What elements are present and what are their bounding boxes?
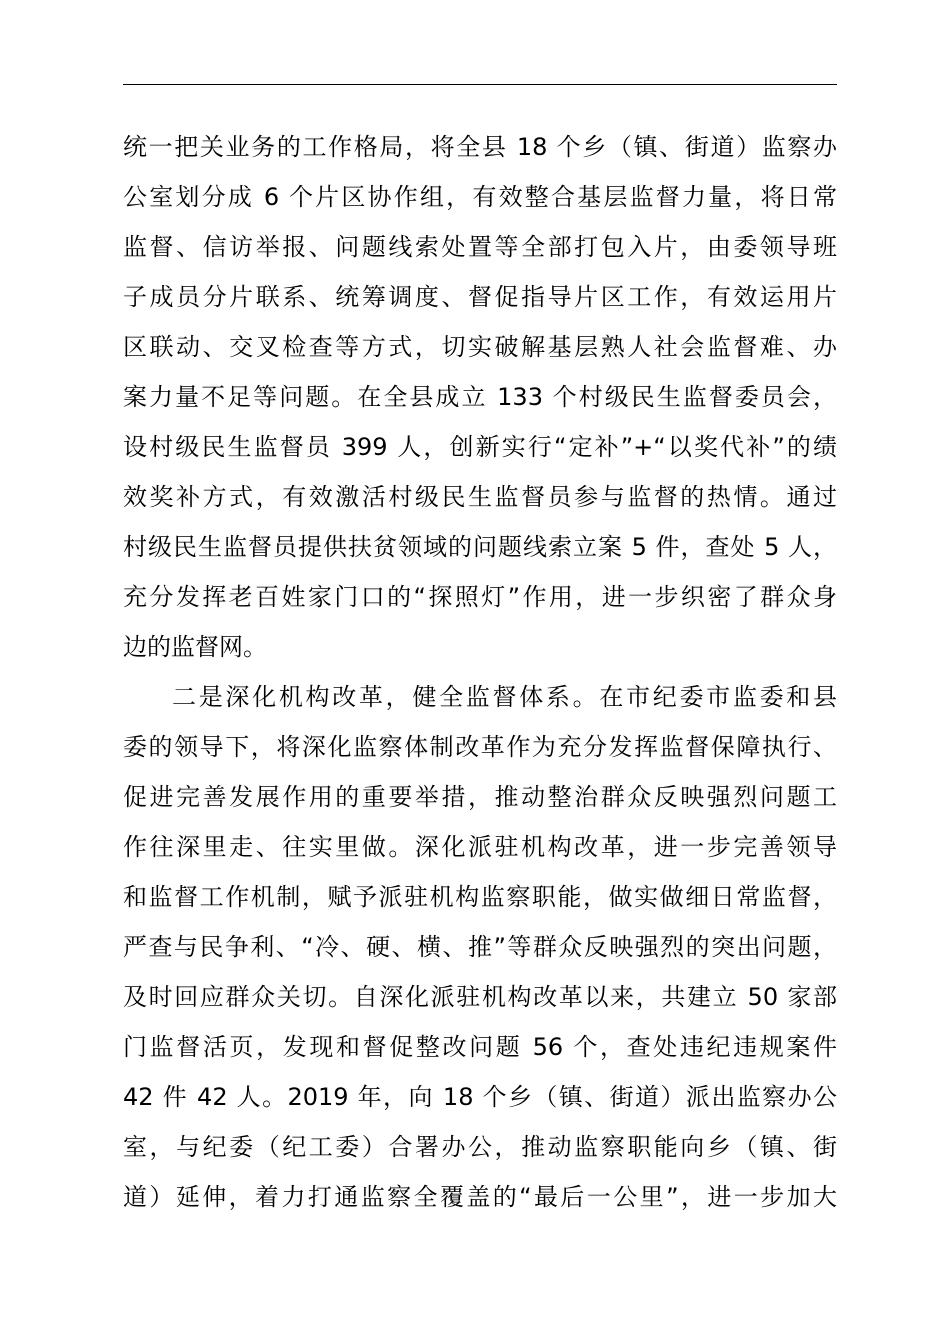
text-line: 统一把关业务的工作格局，将全县 18 个乡（镇、街道）监察办 [123,133,837,161]
text-line: 严查与民争利、“冷、硬、横、推”等群众反映强烈的突出问题， [123,933,837,961]
paragraph-2 [123,672,837,1222]
text-line: 村级民生监督员提供扶贫领域的问题线索立案 5 件，查处 5 人， [123,533,837,561]
text-line: 充分发挥老百姓家门口的“探照灯”作用，进一步织密了群众身 [123,583,837,611]
text-line: 及时回应群众关切。自深化派驻机构改革以来，共建立 50 家部 [123,983,837,1011]
paragraph-1 [123,122,837,672]
document-body [123,122,837,1222]
text-line: 监督、信访举报、问题线索处置等全部打包入片，由委领导班 [123,233,837,261]
text-line: 作往深里走、往实里做。深化派驻机构改革，进一步完善领导 [123,833,837,861]
text-line: 室，与纪委（纪工委）合署办公，推动监察职能向乡（镇、街 [123,1133,837,1161]
text-line: 子成员分片联系、统筹调度、督促指导片区工作，有效运用片 [123,283,837,311]
header-rule [123,84,837,85]
text-line: 二是深化机构改革，健全监督体系。在市纪委市监委和县 [172,683,837,711]
text-line: 案力量不足等问题。在全县成立 133 个村级民生监督委员会， [123,383,837,411]
text-line: 门监督活页，发现和督促整改问题 56 个，查处违纪违规案件 [123,1033,837,1061]
text-line: 42 件 42 人。2019 年，向 18 个乡（镇、街道）派出监察办公 [123,1083,837,1111]
text-line: 道）延伸，着力打通监察全覆盖的“最后一公里”，进一步加大 [123,1183,837,1211]
text-line: 促进完善发展作用的重要举措，推动整治群众反映强烈问题工 [123,783,837,811]
text-line: 设村级民生监督员 399 人，创新实行“定补”+“以奖代补”的绩 [123,433,837,461]
text-line: 效奖补方式，有效激活村级民生监督员参与监督的热情。通过 [123,483,837,511]
text-line: 公室划分成 6 个片区协作组，有效整合基层监督力量，将日常 [123,183,837,211]
text-line: 和监督工作机制，赋予派驻机构监察职能，做实做细日常监督， [123,883,837,911]
text-line: 委的领导下，将深化监察体制改革作为充分发挥监督保障执行、 [123,733,837,761]
text-line: 边的监督网。 [123,633,267,661]
text-line: 区联动、交叉检查等方式，切实破解基层熟人社会监督难、办 [123,333,837,361]
